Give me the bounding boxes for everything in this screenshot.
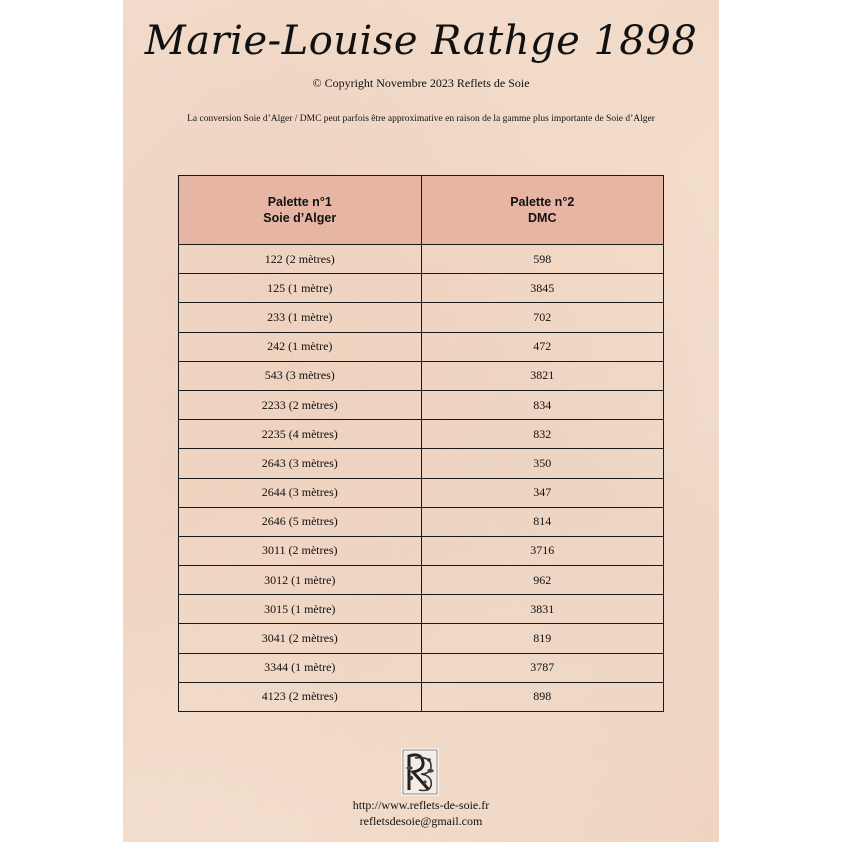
table-row — [179, 566, 664, 595]
cell-soie-alger: 2646 (5 mètres) — [179, 507, 422, 536]
table-row — [179, 361, 664, 390]
conversion-note: La conversion Soie d’Alger / DMC peut parfois être approximative en raison de la gamme plus importante de Soie d’Alger — [187, 114, 655, 124]
cell-soie-alger: 2644 (3 mètres) — [179, 478, 422, 507]
header-palette-1 — [179, 176, 422, 245]
table-row — [179, 245, 664, 274]
cell-dmc: 962 — [421, 566, 664, 595]
cell-soie-alger: 125 (1 mètre) — [179, 274, 422, 303]
table-row — [179, 536, 664, 565]
website-link[interactable]: http://www.reflets-de-soie.fr — [352, 798, 490, 812]
palette-table — [178, 175, 664, 712]
cell-dmc: 598 — [421, 245, 664, 274]
cell-dmc: 702 — [421, 303, 664, 332]
page-title: Marie-Louise Rathge 1898 — [144, 18, 698, 64]
cell-dmc: 3716 — [421, 536, 664, 565]
cell-soie-alger: 3015 (1 mètre) — [179, 595, 422, 624]
email-address[interactable]: refletsdesoie@gmail.com — [359, 814, 483, 828]
table-row — [179, 682, 664, 711]
document-page — [123, 0, 719, 842]
table-row — [179, 390, 664, 419]
cell-soie-alger: 3012 (1 mètre) — [179, 566, 422, 595]
cell-soie-alger: 2643 (3 mètres) — [179, 449, 422, 478]
cell-dmc: 347 — [421, 478, 664, 507]
header-palette-1-line1: Palette n°1 — [267, 195, 332, 209]
cell-dmc: 350 — [421, 449, 664, 478]
cell-dmc: 832 — [421, 420, 664, 449]
cell-soie-alger: 4123 (2 mètres) — [179, 682, 422, 711]
cell-soie-alger: 3344 (1 mètre) — [179, 653, 422, 682]
table-row — [179, 478, 664, 507]
header-palette-1-line2: Soie d’Alger — [263, 211, 337, 225]
cell-soie-alger: 122 (2 mètres) — [179, 245, 422, 274]
header-palette-2-line2: DMC — [528, 211, 557, 225]
cell-dmc: 3821 — [421, 361, 664, 390]
cell-dmc: 898 — [421, 682, 664, 711]
cell-dmc: 3787 — [421, 653, 664, 682]
cell-dmc: 814 — [421, 507, 664, 536]
table-row — [179, 507, 664, 536]
table-row — [179, 624, 664, 653]
cell-soie-alger: 242 (1 mètre) — [179, 332, 422, 361]
cell-dmc: 3831 — [421, 595, 664, 624]
header-palette-2 — [421, 176, 664, 245]
logo — [401, 748, 439, 796]
table-row — [179, 303, 664, 332]
cell-dmc: 472 — [421, 332, 664, 361]
header-palette-2-line1: Palette n°2 — [510, 195, 575, 209]
table-row — [179, 653, 664, 682]
table-row — [179, 274, 664, 303]
table-row — [179, 332, 664, 361]
cell-soie-alger: 3011 (2 mètres) — [179, 536, 422, 565]
table-header-row — [179, 176, 664, 245]
cell-soie-alger: 2235 (4 mètres) — [179, 420, 422, 449]
cell-dmc: 3845 — [421, 274, 664, 303]
copyright-line: © Copyright Novembre 2023 Reflets de Soie — [312, 76, 530, 90]
cell-soie-alger: 2233 (2 mètres) — [179, 390, 422, 419]
table-row — [179, 420, 664, 449]
table-body — [179, 245, 664, 712]
cell-soie-alger: 3041 (2 mètres) — [179, 624, 422, 653]
reflets-de-soie-monogram-icon — [401, 748, 439, 796]
cell-dmc: 834 — [421, 390, 664, 419]
cell-soie-alger: 233 (1 mètre) — [179, 303, 422, 332]
table-row — [179, 595, 664, 624]
table-row — [179, 449, 664, 478]
cell-dmc: 819 — [421, 624, 664, 653]
cell-soie-alger: 543 (3 mètres) — [179, 361, 422, 390]
